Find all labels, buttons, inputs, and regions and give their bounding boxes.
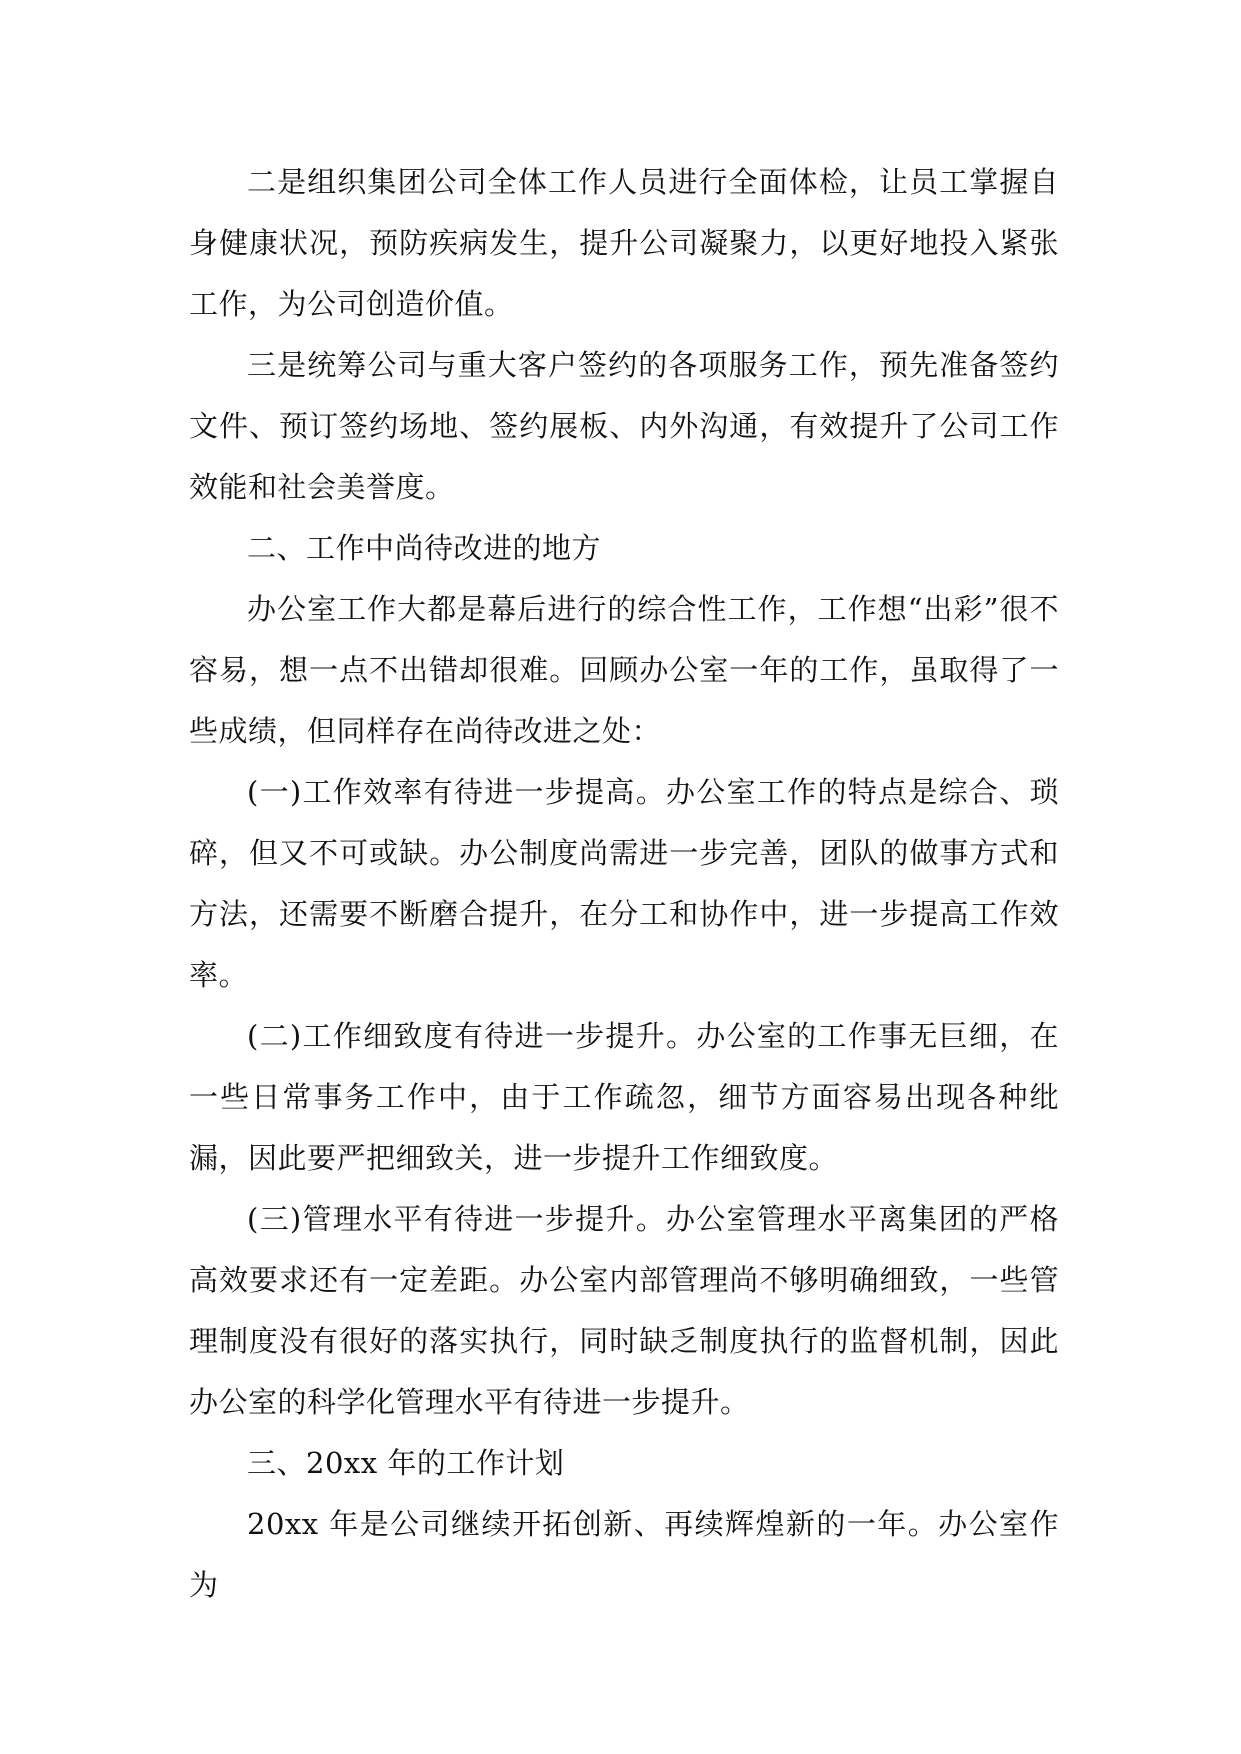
paragraph-attention-to-detail: (二)工作细致度有待进一步提升。办公室的工作事无巨细，在一些日常事务工作中，由于工作疏忽，细节方面容易出现各种纰漏，因此要严把细致关，进一步提升工作细致度。 [189, 1019, 1059, 1175]
paragraph-new-year: 20xx 年是公司继续开拓创新、再续辉煌新的一年。办公室作为 [189, 1507, 1059, 1602]
document-body [189, 152, 1059, 1616]
section-heading-improvements: 二、工作中尚待改进的地方 [247, 531, 602, 565]
paragraph-efficiency: (一)工作效率有待进一步提高。办公室工作的特点是综合、琐碎，但又不可或缺。办公制度尚需进一步完善，团队的做事方式和方法，还需要不断磨合提升，在分工和协作中，进一步提高工作效率。 [189, 775, 1059, 992]
paragraph-office-overview: 办公室工作大都是幕后进行的综合性工作，工作想“出彩”很不容易，想一点不出错却很难。回顾办公室一年的工作，虽取得了一些成绩，但同样存在尚待改进之处： [189, 592, 1059, 748]
paragraph-health-checkup: 二是组织集团公司全体工作人员进行全面体检，让员工掌握自身健康状况，预防疾病发生，提升公司凝聚力，以更好地投入紧张工作，为公司创造价值。 [189, 165, 1059, 321]
section-heading-work-plan: 三、20xx 年的工作计划 [247, 1446, 565, 1480]
paragraph-client-signing: 三是统筹公司与重大客户签约的各项服务工作，预先准备签约文件、预订签约场地、签约展板、内外沟通，有效提升了公司工作效能和社会美誉度。 [189, 348, 1059, 504]
paragraph-management-level: (三)管理水平有待进一步提升。办公室管理水平离集团的严格高效要求还有一定差距。办公室内部管理尚不够明确细致，一些管理制度没有很好的落实执行，同时缺乏制度执行的监督机制，因此办公室的科学化管理水平有待进一步提升。 [189, 1202, 1059, 1419]
